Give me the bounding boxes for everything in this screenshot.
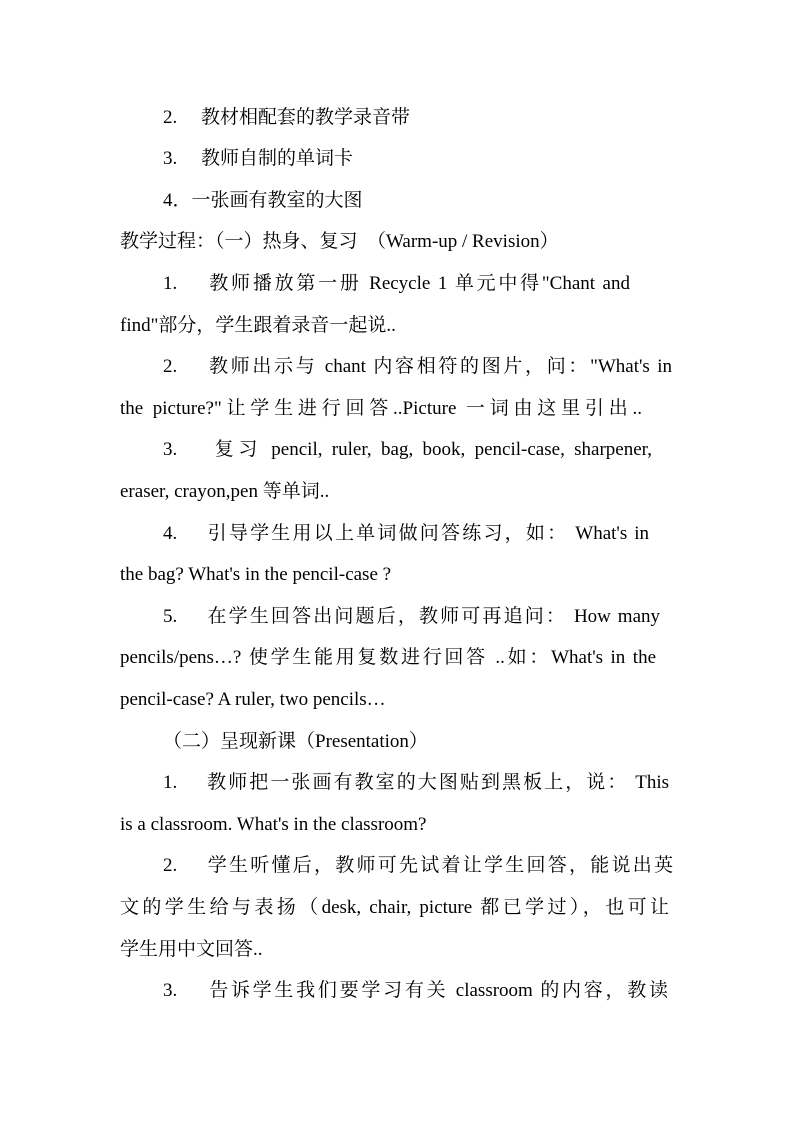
- document-line: 1. 教师播放第一册 Recycle 1 单元中得"Chant and: [163, 273, 630, 294]
- document-line: 3. 教师自制的单词卡: [163, 148, 354, 169]
- document-line: pencil-case? A ruler, two pencils…: [120, 689, 386, 710]
- document-line: 5. 在学生回答出问题后，教师可再追问： How many: [163, 606, 660, 627]
- document-line: find"部分，学生跟着录音一起说..: [120, 315, 396, 336]
- document-line: 教学过程：（一）热身、复习 （Warm-up / Revision）: [120, 231, 559, 252]
- document-line: the bag? What's in the pencil-case ?: [120, 564, 392, 585]
- document-line: 文的学生给与表扬（desk, chair, picture 都已学过），也可让: [120, 897, 669, 918]
- document-line: is a classroom. What's in the classroom?: [120, 814, 427, 835]
- document-section-heading: （二）呈现新课（Presentation）: [163, 731, 428, 752]
- document-line: 3. 告诉学生我们要学习有关 classroom 的内容，教读: [163, 980, 668, 1001]
- document-line: 4．一张画有教室的大图: [163, 190, 363, 211]
- document-line: 3. 复习 pencil, ruler, bag, book, pencil-case, sharpener,: [163, 439, 652, 460]
- document-line: pencils/pens…? 使学生能用复数进行回答 ..如：What's in the: [120, 647, 656, 668]
- document-line: the picture?"让学生进行回答..Picture 一词由这里引出..: [120, 398, 642, 419]
- document-line: 2. 教师出示与 chant 内容相符的图片，问："What's in: [163, 356, 672, 377]
- document-line: 1. 教师把一张画有教室的大图贴到黑板上，说： This: [163, 772, 669, 793]
- document-line: 4. 引导学生用以上单词做问答练习，如： What's in: [163, 523, 649, 544]
- document-line: eraser, crayon,pen 等单词..: [120, 481, 330, 502]
- document-line: 2. 学生听懂后，教师可先试着让学生回答，能说出英: [163, 855, 673, 876]
- document-line: 学生用中文回答..: [120, 939, 263, 960]
- document-line: 2. 教材相配套的教学录音带: [163, 107, 411, 128]
